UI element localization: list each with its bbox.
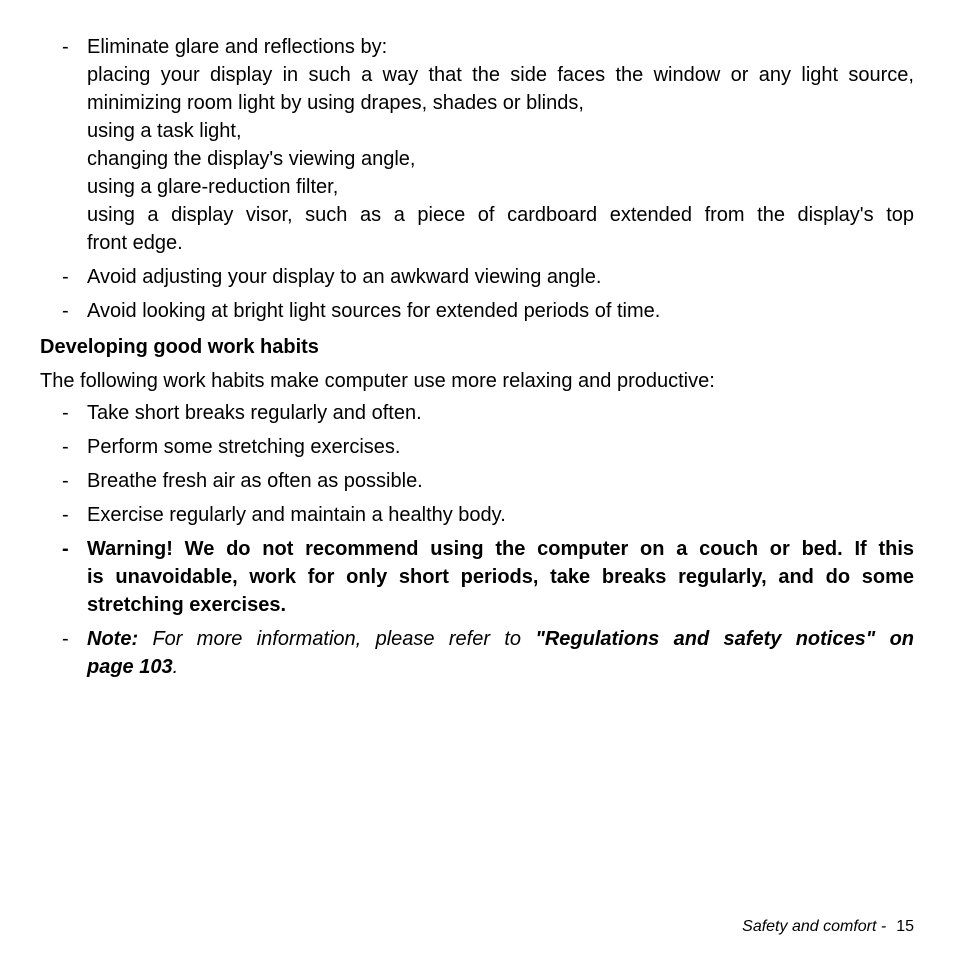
glare-line: placing your display in such a way that the side faces the window or any light source, (87, 64, 914, 86)
glare-line: using a glare-reduction filter, (87, 176, 339, 198)
list-item-text: Avoid adjusting your display to an awkward viewing angle. (87, 266, 602, 288)
footer-section-title: Safety and comfort - (742, 918, 887, 935)
page-number: 15 (896, 918, 914, 935)
bullet-dash: - (62, 504, 69, 526)
note-text: For more information, please refer to (138, 628, 536, 650)
page-footer (742, 917, 914, 937)
warning-line: stretching exercises. (87, 594, 286, 616)
glare-line: using a display visor, such as a piece of cardboard extended from the display's top (87, 204, 914, 226)
list-item (62, 467, 914, 495)
glare-bullet (62, 33, 914, 257)
list-item (62, 501, 914, 529)
list-item-text: Avoid looking at bright light sources for extended periods of time. (87, 300, 661, 322)
bullet-dash: - (62, 36, 69, 58)
note-reference-link[interactable]: page 103 (87, 656, 173, 678)
glare-line: using a task light, (87, 120, 242, 142)
bullet-dash: - (62, 628, 69, 650)
glare-line: front edge. (87, 232, 183, 254)
glare-intro: Eliminate glare and reflections by: (87, 36, 388, 58)
warning-item (62, 535, 914, 619)
bullet-dash: - (62, 470, 69, 492)
warning-line: Warning! We do not recommend using the computer on a couch or bed. If this (87, 538, 914, 560)
glare-line: changing the display's viewing angle, (87, 148, 416, 170)
list-item-text: Breathe fresh air as often as possible. (87, 470, 423, 492)
bullet-dash: - (62, 538, 69, 560)
note-end: . (172, 656, 179, 678)
warning-line: is unavoidable, work for only short periods, take breaks regularly, and do some (87, 566, 914, 588)
note-line (87, 653, 914, 681)
section-heading: Developing good work habits (40, 336, 319, 358)
list-item (62, 263, 914, 291)
list-item (62, 297, 914, 325)
note-line (87, 625, 914, 653)
list-item (62, 433, 914, 461)
bullet-dash: - (62, 402, 69, 424)
bullet-dash: - (62, 300, 69, 322)
glare-line: minimizing room light by using drapes, shades or blinds, (87, 92, 584, 114)
bullet-dash: - (62, 436, 69, 458)
note-reference-link[interactable]: "Regulations and safety notices" on (535, 628, 914, 650)
section-intro: The following work habits make computer use more relaxing and productive: (40, 370, 715, 392)
list-item-text: Take short breaks regularly and often. (87, 402, 422, 424)
note-item (62, 625, 914, 681)
list-item-text: Perform some stretching exercises. (87, 436, 401, 458)
list-item-text: Exercise regularly and maintain a healthy body. (87, 504, 506, 526)
note-label: Note: (87, 628, 139, 650)
list-item (62, 399, 914, 427)
bullet-dash: - (62, 266, 69, 288)
